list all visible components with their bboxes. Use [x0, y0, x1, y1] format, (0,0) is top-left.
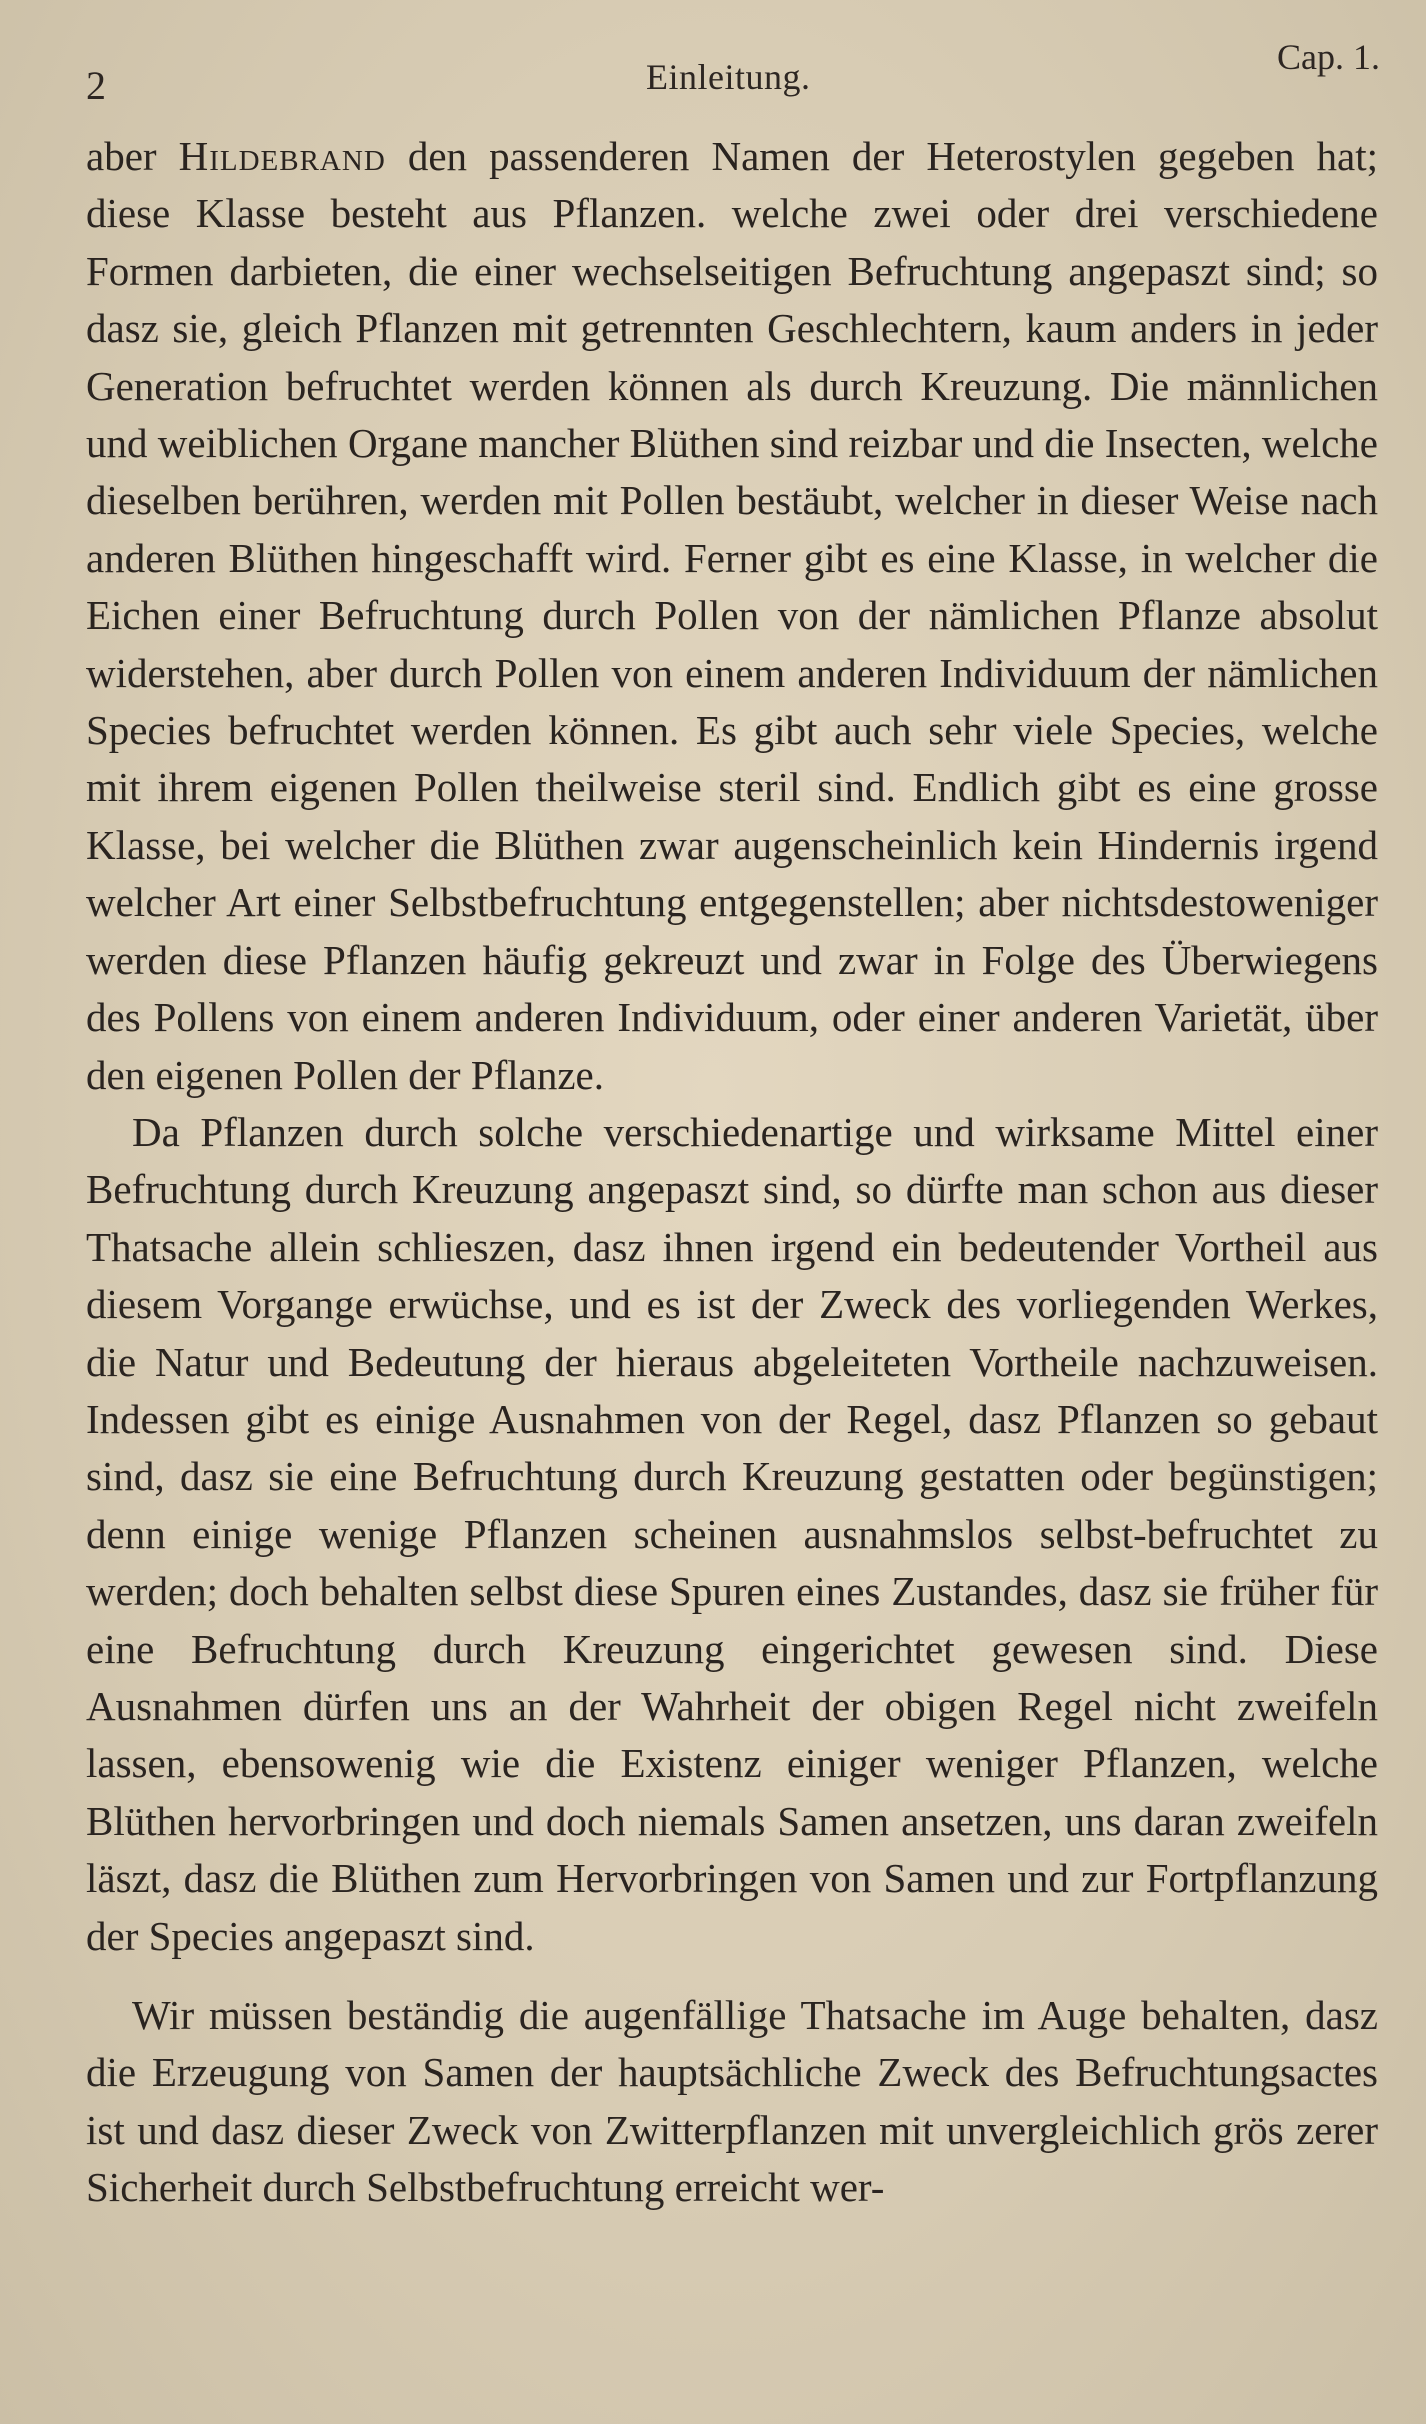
- paragraph-1: [86, 128, 1378, 1104]
- paragraph-2: Da Pflanzen durch solche verschiedenartige und wirksame Mittel einer Befruchtung durch Kreuzung angepaszt sind, so dürfte man schon aus dieser Thatsache allein schlieszen, dasz ihnen irgend ein bedeutender Vortheil aus diesem Vorgange erwüchse, und es ist der Zweck des vorliegenden Werkes, die Natur und Bedeutung der hieraus abgeleiteten Vortheile nachzuweisen. Indessen gibt es einige Ausnahmen von der Regel, dasz Pflanzen so gebaut sind, dasz sie eine Befruchtung durch Kreuzung gestatten oder begünstigen; denn einige wenige Pflanzen scheinen ausnahmslos selbst-befruchtet zu werden; doch behalten selbst diese Spuren eines Zustandes, dasz sie früher für eine Befruchtung durch Kreuzung eingerichtet gewesen sind. Diese Ausnahmen dürfen uns an der Wahrheit der obigen Regel nicht zweifeln lassen, ebensowenig wie die Existenz einiger weniger Pflanzen, welche Blüthen hervorbringen und doch niemals Samen ansetzen, uns daran zweifeln läszt, dasz die Blüthen zum Hervorbringen von Samen und zur Fortpflanzung der Species angepaszt sind.: [86, 1108, 1378, 1959]
- paragraph-1-text: den passenderen Namen der Heterostylen gegeben hat; diese Klasse besteht aus Pflanzen. welche zwei oder drei verschiedene Formen darbieten, die einer wechselseitigen Befruchtung angepaszt sind; so dasz sie, gleich Pflanzen mit getrennten Geschlechtern, kaum anders in jeder Generation befruchtet werden können als durch Kreuzung. Die männlichen und weiblichen Organe mancher Blüthen sind reizbar und die Insecten, welche dieselben berühren, werden mit Pollen bestäubt, welcher in dieser Weise nach anderen Blüthen hingeschafft wird. Ferner gibt es eine Klasse, in welcher die Eichen einer Befruchtung durch Pollen von der nämlichen Pflanze absolut widerstehen, aber durch Pollen von einem anderen Individuum der nämlichen Species befruchtet werden können. Es gibt auch sehr viele Species, welche mit ihrem eigenen Pollen theilweise steril sind. Endlich gibt es eine grosse Klasse, bei welcher die Blüthen zwar augenscheinlich kein Hindernis irgend welcher Art einer Selbstbefruchtung entgegenstellen; aber nichtsdestoweniger werden diese Pflanzen häufig gekreuzt und zwar in Folge des Überwiegens des Pollens von einem anderen Individuum, oder einer anderen Varietät, über den eigenen Pollen der Pflanze.: [86, 133, 1378, 1098]
- running-head: [86, 30, 1380, 108]
- page-number: 2: [86, 63, 106, 108]
- paragraph-3: Wir müssen beständig die augenfällige Thatsache im Auge behalten, dasz die Erzeugung von Samen der hauptsächliche Zweck des Befruchtungsactes ist und dasz dieser Zweck von Zwitterpflanzen mit unvergleichlich grös zerer Sicherheit durch Selbstbefruchtung erreicht wer-: [86, 1992, 1378, 2211]
- paragraph-1-lead: aber: [86, 133, 179, 179]
- running-title: Einleitung.: [646, 57, 811, 97]
- body-text: [86, 128, 1378, 2217]
- author-name: Hildebrand: [178, 133, 386, 179]
- chapter-label: Cap. 1.: [1277, 37, 1380, 77]
